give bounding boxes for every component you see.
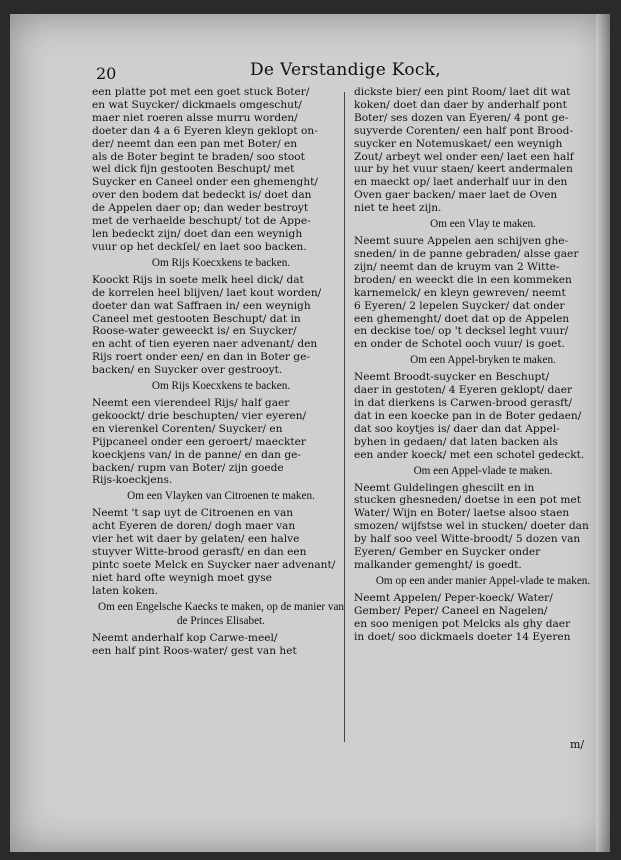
text-line: Roose-water geweeckt is/ en Suycker/ (92, 325, 297, 338)
text-line: en vierenkel Corenten/ Suycker/ en (92, 422, 283, 435)
column-divider (344, 92, 345, 742)
text-line: een ghemenght/ doet dat op de Appelen (354, 312, 570, 325)
text-line: vier het wit daer by gelaten/ een halve (92, 533, 300, 546)
text-line: suyverde Corenten/ een half pont Brood- (354, 124, 574, 137)
section-heading: Om een Engelsche Kaecks te maken, op de manier van de Princes Elisabet. (97, 600, 345, 627)
text-line: over den bodem dat bedeckt is/ doet dan (92, 189, 312, 202)
text-line: met de verhaelde beschupt/ tot de Appe- (92, 215, 311, 228)
text-line: broden/ en weeckt die in een kommeken (354, 273, 572, 286)
section-heading: Om Rijs Koecxkens te backen. (151, 380, 291, 393)
text-line: koeckjens van/ in de panne/ en dan ge- (92, 448, 301, 461)
text-line: 6 Eyeren/ 2 lepelen Suycker/ dat onder (354, 299, 565, 312)
recipe-paragraph (354, 235, 610, 351)
text-line: een ander koeck/ met een schotel gedeckt. (354, 448, 585, 461)
recipe-paragraph (354, 592, 610, 644)
text-line: Zout/ arbeyt wel onder een/ laet een half (354, 150, 574, 163)
text-line: een platte pot met een goet stuck Boter/ (92, 86, 310, 98)
text-line: laten koken. (92, 584, 159, 597)
text-line: als de Boter begint te braden/ soo stoot (92, 150, 305, 163)
text-line: Neemt Broodt-suycker en Beschupt/ (354, 371, 550, 384)
text-line: byhen in gedaen/ dat laten backen als (354, 435, 558, 448)
text-line: Neemt anderhalf kop Carwe-meel/ (92, 631, 278, 644)
text-line: Boter/ ses dozen van Eyeren/ 4 pont ge- (354, 111, 569, 124)
text-line: suycker en Notemuskaet/ een weynigh (354, 137, 563, 150)
text-line: backen/ en Suycker over gestrooyt. (92, 364, 283, 377)
recipe-paragraph (92, 397, 350, 487)
right-column (354, 86, 610, 644)
page-number: 20 (96, 64, 117, 83)
text-line: in doet/ soo dickmaels doeter 14 Eyeren (354, 630, 571, 643)
text-line: Oven gaer backen/ maer laet de Oven (354, 189, 558, 202)
recipe-paragraph (354, 482, 610, 572)
section-heading: Om een Vlayken van Citroenen te maken. (127, 490, 315, 503)
text-line: doeter dan wat Saffraen in/ een weynigh (92, 299, 311, 312)
text-line: en maeckt op/ laet anderhalf uur in den (354, 176, 568, 189)
text-line: Caneel met gestooten Beschupt/ dat in (92, 312, 301, 325)
text-line: maer niet roeren alsse murru worden/ (92, 111, 298, 124)
recipe-paragraph (354, 371, 610, 461)
page-edge-shadow (596, 14, 610, 852)
text-line: zijn/ neemt dan de kruym van 2 Witte- (354, 260, 560, 273)
text-line: Neemt 't sap uyt de Citroenen en van (92, 507, 294, 520)
text-line: Koockt Rijs in soete melk heel dick/ dat (92, 273, 304, 286)
text-line: acht Eyeren de doren/ dogh maer van (92, 520, 296, 533)
text-line: stuyver Witte-brood gerasft/ en dan een (92, 546, 307, 559)
text-line: dat in een koecke pan in de Boter gedaen/ (354, 409, 582, 422)
catchword: m/ (570, 738, 585, 751)
text-line: gekoockt/ drie beschupten/ vier eyeren/ (92, 409, 307, 422)
text-line: stucken ghesneden/ doetse in een pot met (354, 494, 581, 507)
text-line: de korrelen heel blijven/ laet kout worden/ (92, 286, 322, 299)
text-line: een half pint Roos-water/ gest van het (92, 644, 297, 657)
text-line: dickste bier/ een pint Room/ laet dit wat (354, 86, 571, 98)
text-line: daer in gestoten/ 4 Eyeren geklopt/ daer (354, 384, 573, 397)
text-line: Neemt Guldelingen ghescilt en in (354, 481, 535, 494)
running-head: De Verstandige Kock, (250, 60, 442, 80)
text-line: der/ neemt dan een pan met Boter/ en (92, 137, 298, 150)
recipe-paragraph (92, 86, 350, 254)
text-line: Suycker en Caneel onder een ghemenght/ (92, 176, 318, 189)
text-line: pintc soete Melck en Suycker naer advenant/ (92, 559, 336, 571)
text-line: Eyeren/ Gember en Suycker onder (354, 546, 541, 559)
text-line: en wat Suycker/ dickmaels omgeschut/ (92, 98, 302, 111)
text-line: wel dick fijn gestooten Beschupt/ met (92, 163, 295, 176)
text-line: in dat dierkens is Carwen-brood gerasft/ (354, 397, 572, 410)
text-line: karnemelck/ en kleyn gewreven/ neemt (354, 286, 566, 299)
text-line: uur by het vuur staen/ keert andermalen (354, 163, 573, 176)
text-line: Pijpcaneel onder een geroert/ maeckter (92, 435, 306, 448)
text-line: en soo menigen pot Melcks als ghy daer (354, 617, 571, 630)
text-line: en onder de Schotel ooch vuur/ is goet. (354, 338, 565, 351)
text-line: Gember/ Peper/ Caneel en Nagelen/ (354, 604, 548, 617)
text-line: niet te heet zijn. (354, 202, 442, 215)
text-line: de Appelen daer op; dan weder bestroyt (92, 202, 309, 215)
text-line: koken/ doet dan daer by anderhalf pont (354, 98, 567, 111)
text-line: Water/ Wijn en Boter/ laetse alsoo staen (354, 507, 570, 520)
section-heading: Om een Appel-bryken te maken. (410, 354, 556, 367)
text-line: en deckise toe/ op 't decksel leght vuur/ (354, 325, 569, 338)
recipe-paragraph (92, 274, 350, 377)
text-line: Rijs-koeckjens. (92, 474, 173, 487)
text-line: dat soo koytjes is/ daer dan dat Appel- (354, 422, 560, 435)
text-line: Neemt Appelen/ Peper-koeck/ Water/ (354, 591, 553, 604)
text-line: Neemt suure Appelen aen schijven ghe- (354, 235, 569, 248)
text-line: en acht of tien eyeren naer advenant/ den (92, 338, 318, 351)
text-line: niet hard ofte weynigh moet gyse (92, 571, 272, 584)
recipe-paragraph (92, 632, 350, 658)
book-page (10, 14, 610, 852)
section-heading: Om een Appel-vlade te maken. (413, 464, 553, 477)
text-line: smozen/ wijfstse wel in stucken/ doeter dan (354, 520, 589, 533)
section-heading: Om een Vlay te maken. (430, 218, 536, 231)
section-heading: Om Rijs Koecxkens te backen. (151, 256, 291, 269)
text-line: doeter dan 4 a 6 Eyeren kleyn geklopt on- (92, 124, 318, 137)
text-line: by half soo veel Witte-broodt/ 5 dozen van (354, 533, 581, 546)
text-line: Rijs roert onder een/ en dan in Boter ge- (92, 351, 310, 364)
text-line: backen/ rupm van Boter/ zijn goede (92, 461, 284, 474)
recipe-paragraph (354, 86, 610, 215)
text-line: vuur op het deckſel/ en laet soo backen. (92, 240, 307, 253)
section-heading: Om op een ander manier Appel-vlade te maken. (375, 574, 591, 587)
text-line: sneden/ in de panne gebraden/ alsse gaer (354, 247, 579, 260)
left-column (92, 86, 350, 658)
text-line: malkander gemenght/ is goedt. (354, 559, 522, 571)
text-line: len bedeckt zijn/ doet dan een weynigh (92, 227, 303, 240)
recipe-paragraph (92, 507, 350, 597)
text-line: Neemt een vierendeel Rijs/ half gaer (92, 397, 290, 410)
